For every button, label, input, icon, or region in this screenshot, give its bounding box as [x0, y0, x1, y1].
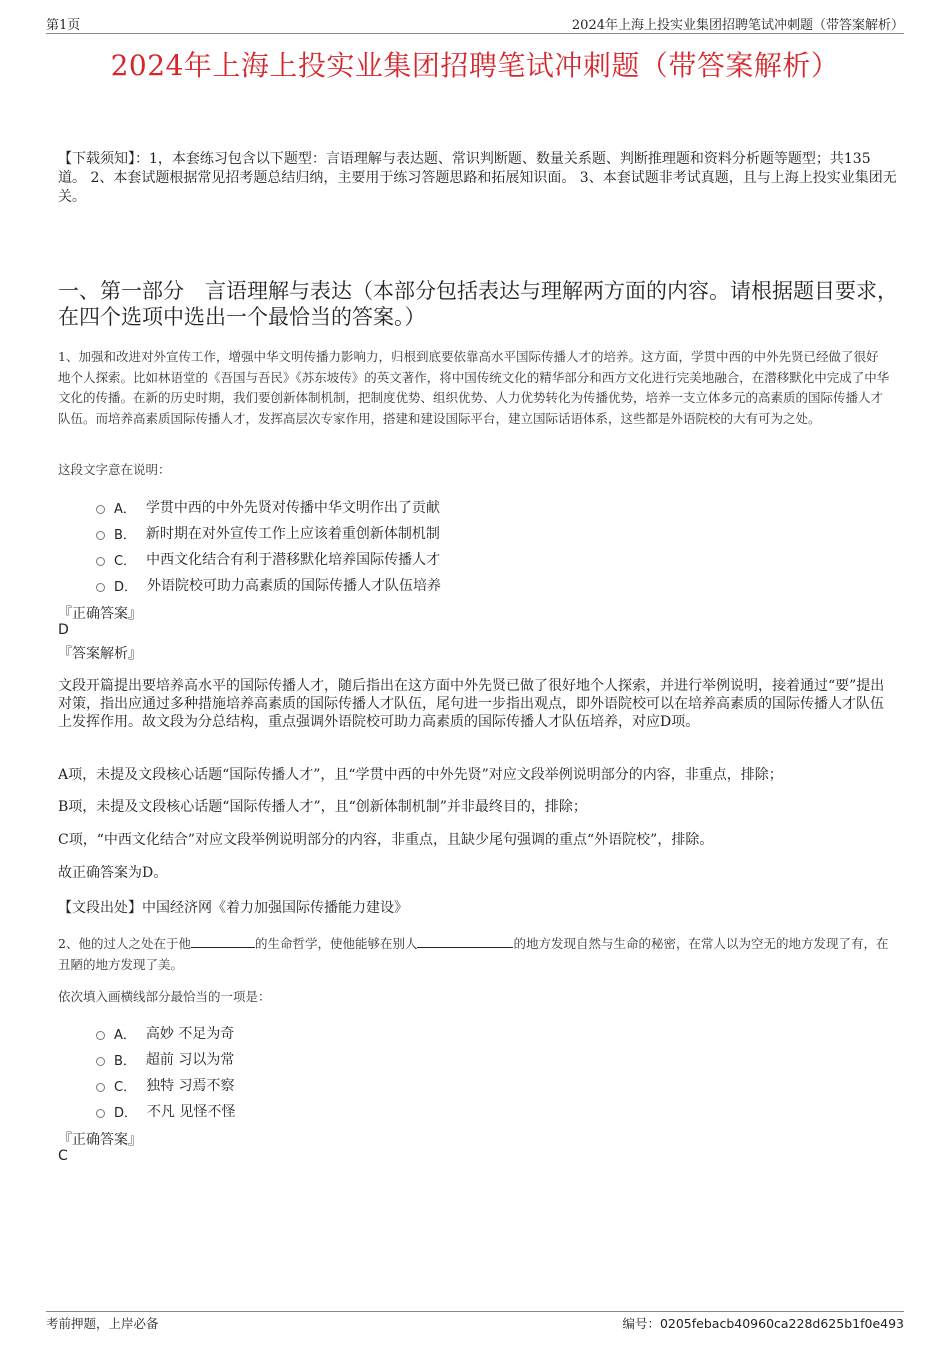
radio-icon[interactable] — [96, 1031, 105, 1040]
download-notice: 【下载须知】：1，本套练习包含以下题型：言语理解与表达题、常识判断题、数量关系题、判断推理题和资料分析题等题型；共135道。 2、本套试题根据常见招考题总结归纳，主要用于练习答题思路和拓展知识面。 3、本套试题非考试真题，且与上海上投实业集团无关。 — [58, 151, 897, 205]
option-letter: A． — [114, 501, 136, 517]
q1-analysis-label: 『答案解析』 — [58, 646, 142, 662]
option-text: 不凡 见怪不怪 — [147, 1104, 236, 1120]
page-number: 第1页 — [46, 18, 81, 33]
option-letter: C． — [114, 1079, 137, 1095]
section-heading: 一、第一部分 言语理解与表达（本部分包括表达与理解两方面的内容。请根据题目要求，在四个选项中选出一个最恰当的答案。） — [58, 279, 898, 329]
q1-option-a[interactable] — [96, 497, 440, 517]
option-text: 学贯中西的中外先贤对传播中华文明作出了贡献 — [145, 500, 440, 516]
blank-1 — [191, 935, 255, 948]
page-title: 2024年上海上投实业集团招聘笔试冲刺题（带答案解析） — [110, 49, 840, 82]
option-letter: D． — [114, 1105, 138, 1121]
q2-option-c[interactable] — [96, 1075, 235, 1095]
radio-icon[interactable] — [96, 1057, 105, 1066]
q2-text-before: 2、他的过人之处在于他 — [58, 936, 191, 951]
q1-option-c[interactable] — [96, 549, 440, 569]
option-text: 中西文化结合有利于潜移默化培养国际传播人才 — [146, 552, 441, 568]
q1-analysis-paragraph: 故正确答案为D。 — [58, 865, 168, 881]
radio-icon[interactable] — [96, 1109, 105, 1118]
q1-analysis-paragraph: A项，未提及文段核心话题“国际传播人才”，且“学贯中西的中外先贤”对应文段举例说明部分的内容，非重点，排除； — [58, 767, 783, 783]
option-letter: D． — [114, 579, 138, 595]
option-letter: B． — [114, 1053, 136, 1069]
question-1-prompt: 这段文字意在说明： — [58, 462, 171, 477]
footer-slogan: 考前押题，上岸必备 — [46, 1316, 159, 1331]
q2-option-a[interactable] — [96, 1023, 234, 1043]
q1-analysis-paragraph: B项，未提及文段核心话题“国际传播人才”，且“创新体制机制”并非最终目的，排除； — [58, 799, 587, 815]
q2-option-b[interactable] — [96, 1049, 234, 1069]
radio-icon[interactable] — [96, 583, 105, 592]
q2-text-after: 的地方发现自然与生命的秘密，在常人以为空无的地方发现了有，在丑陋的地方发现了美。 — [58, 936, 889, 972]
radio-icon[interactable] — [96, 531, 105, 540]
radio-icon[interactable] — [96, 505, 105, 514]
option-text: 超前 习以为常 — [145, 1052, 235, 1068]
question-1-text: 1、加强和改进对外宣传工作，增强中华文明传播力影响力，归根到底要依靠高水平国际传播人才的培养。这方面，学贯中西的中外先贤已经做了很好地个人探索。比如林语堂的《吾国与吾民》《苏东坡传》的英文著作，将中国传统文化的精华部分和西方文化进行完美地融合，在潜移默化中完成了中华文化的传播。在新的历史时期，我们要创新体制机制，把制度优势、组织优势、人力优势转化为传播优势，培养一支立体多元的高素质的国际传播人才队伍。而培养高素质国际传播人才，发挥高层次专家作用，搭建和建设国际平台，建立国际话语体系，这些都是外语院校的大有可为之处。 — [58, 349, 890, 426]
question-2-prompt: 依次填入画横线部分最恰当的一项是： — [58, 989, 271, 1004]
option-letter: A． — [114, 1027, 136, 1043]
q1-answer: D — [58, 622, 69, 638]
q1-answer-label: 『正确答案』 — [58, 606, 142, 622]
option-text: 高妙 不足为奇 — [145, 1026, 235, 1042]
header-divider — [46, 33, 904, 34]
footer-divider — [46, 1311, 904, 1312]
q2-option-d[interactable] — [96, 1101, 235, 1121]
footer-code-label: 编号： — [622, 1316, 660, 1331]
q1-analysis-paragraph: 文段开篇提出要培养高水平的国际传播人才，随后指出在这方面中外先贤已做了很好地个人探索，并进行举例说明，接着通过“要”提出对策，指出应通过多种措施培养高素质的国际传播人才队伍，尾句进一步指出观点，即外语院校可以在培养高素质的国际传播人才队伍上发挥作用。故文段为分总结构，重点强调外语院校可助力高素质的国际传播人才队伍培养，对应D项。 — [58, 678, 885, 730]
question-2-text — [58, 934, 890, 975]
footer-code-value: 0205febacb40960ca228d625b1f0e493 — [659, 1316, 904, 1331]
q2-answer-label: 『正确答案』 — [58, 1132, 142, 1148]
radio-icon[interactable] — [96, 1083, 105, 1092]
q2-text-middle: 的生命哲学，使他能够在别人 — [254, 936, 418, 951]
header-doc-title: 2024年上海上投实业集团招聘笔试冲刺题（带答案解析） — [571, 18, 904, 33]
q1-source: 【文段出处】中国经济网《着力加强国际传播能力建设》 — [58, 900, 408, 916]
option-text: 独特 习焉不察 — [146, 1078, 235, 1094]
footer-code — [622, 1314, 904, 1332]
q1-option-b[interactable] — [96, 523, 440, 543]
option-text: 外语院校可助力高素质的国际传播人才队伍培养 — [147, 578, 442, 594]
q1-option-d[interactable] — [96, 575, 441, 595]
q2-answer: C — [58, 1148, 68, 1164]
option-text: 新时期在对外宣传工作上应该着重创新体制机制 — [145, 526, 440, 542]
radio-icon[interactable] — [96, 557, 105, 566]
option-letter: B． — [114, 527, 136, 543]
q1-analysis-paragraph: C项，“中西文化结合”对应文段举例说明部分的内容，非重点，且缺少尾句强调的重点“外语院校”，排除。 — [58, 832, 714, 848]
option-letter: C． — [114, 553, 137, 569]
blank-2 — [417, 935, 513, 948]
